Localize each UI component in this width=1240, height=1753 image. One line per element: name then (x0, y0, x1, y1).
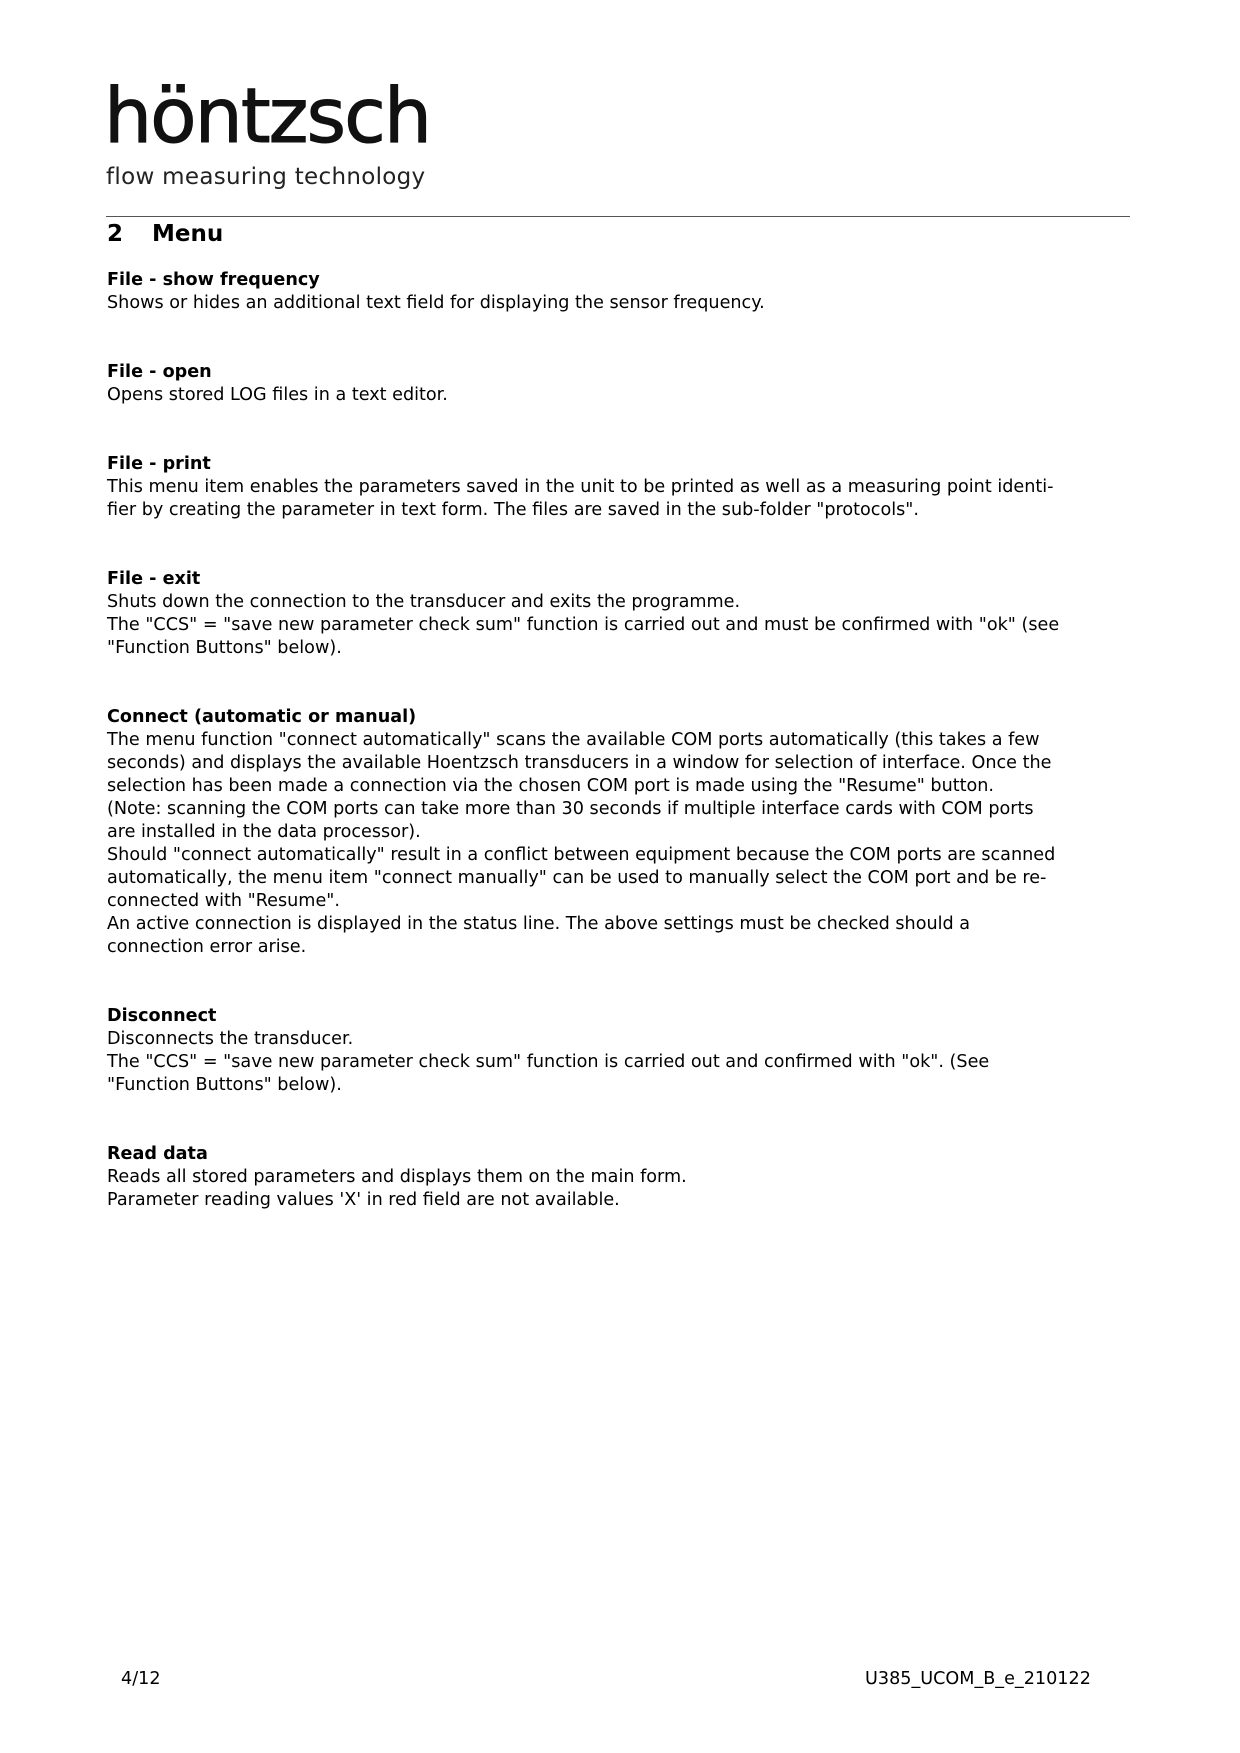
entry-text: selection has been made a connection via the chosen COM port is made using the "Resume" button. (107, 776, 995, 796)
page-number: 4/12 (121, 1669, 161, 1689)
entry-text: Shows or hides an additional text field for displaying the sensor frequency. (107, 293, 765, 313)
entry-text: The menu function "connect automatically" scans the available COM ports automatically (this takes a few (107, 730, 1040, 750)
entry-text: (Note: scanning the COM ports can take more than 30 seconds if multiple interface cards with COM ports (107, 799, 1034, 819)
entry-disconnect (107, 1005, 1137, 1097)
entry-file-print (107, 453, 1137, 522)
entry-text: The "CCS" = "save new parameter check sum" function is carried out and confirmed with "ok". (See (107, 1052, 990, 1072)
entry-text: connection error arise. (107, 937, 307, 957)
entry-text: automatically, the menu item "connect manually" can be used to manually select the COM port and be re- (107, 868, 1047, 888)
document-id: U385_UCOM_B_e_210122 (865, 1669, 1091, 1689)
entry-text: are installed in the data processor). (107, 822, 421, 842)
company-logo (104, 71, 444, 198)
header-divider (106, 216, 1130, 217)
logo-tagline: flow measuring technology (106, 164, 426, 190)
entry-title: File - open (107, 362, 212, 382)
entry-file-open (107, 361, 1137, 407)
entry-title: Connect (automatic or manual) (107, 707, 417, 727)
section-number: 2 (107, 221, 124, 247)
entry-title: File - print (107, 454, 211, 474)
entry-title: Read data (107, 1144, 208, 1164)
menu-descriptions (107, 269, 1137, 1212)
entry-text: seconds) and displays the available Hoentzsch transducers in a window for selection of interface. Once the (107, 753, 1052, 773)
entry-text: fier by creating the parameter in text form. The files are saved in the sub-folder "protocols". (107, 500, 919, 520)
entry-text: "Function Buttons" below). (107, 638, 342, 658)
entry-text: connected with "Resume". (107, 891, 340, 911)
entry-title: File - show frequency (107, 270, 320, 290)
entry-text: The "CCS" = "save new parameter check sum" function is carried out and must be confirmed with "ok" (see (107, 615, 1060, 635)
section-heading (107, 220, 223, 248)
entry-title: File - exit (107, 569, 201, 589)
entry-text: Reads all stored parameters and displays them on the main form. (107, 1167, 687, 1187)
entry-connect (107, 706, 1137, 959)
entry-text: This menu item enables the parameters saved in the unit to be printed as well as a measuring point identi- (107, 477, 1054, 497)
entry-file-show-frequency (107, 269, 1137, 315)
section-title: Menu (152, 221, 224, 247)
entry-text: Should "connect automatically" result in a conflict between equipment because the COM ports are scanned (107, 845, 1056, 865)
entry-file-exit (107, 568, 1137, 660)
entry-text: "Function Buttons" below). (107, 1075, 342, 1095)
entry-read-data (107, 1143, 1137, 1212)
entry-title: Disconnect (107, 1006, 217, 1026)
entry-text: An active connection is displayed in the status line. The above settings must be checked should a (107, 914, 971, 934)
entry-text: Disconnects the transducer. (107, 1029, 354, 1049)
logo-wordmark: höntzsch (104, 71, 431, 160)
entry-text: Parameter reading values 'X' in red field are not available. (107, 1190, 620, 1210)
entry-text: Opens stored LOG files in a text editor. (107, 385, 448, 405)
entry-text: Shuts down the connection to the transducer and exits the programme. (107, 592, 741, 612)
